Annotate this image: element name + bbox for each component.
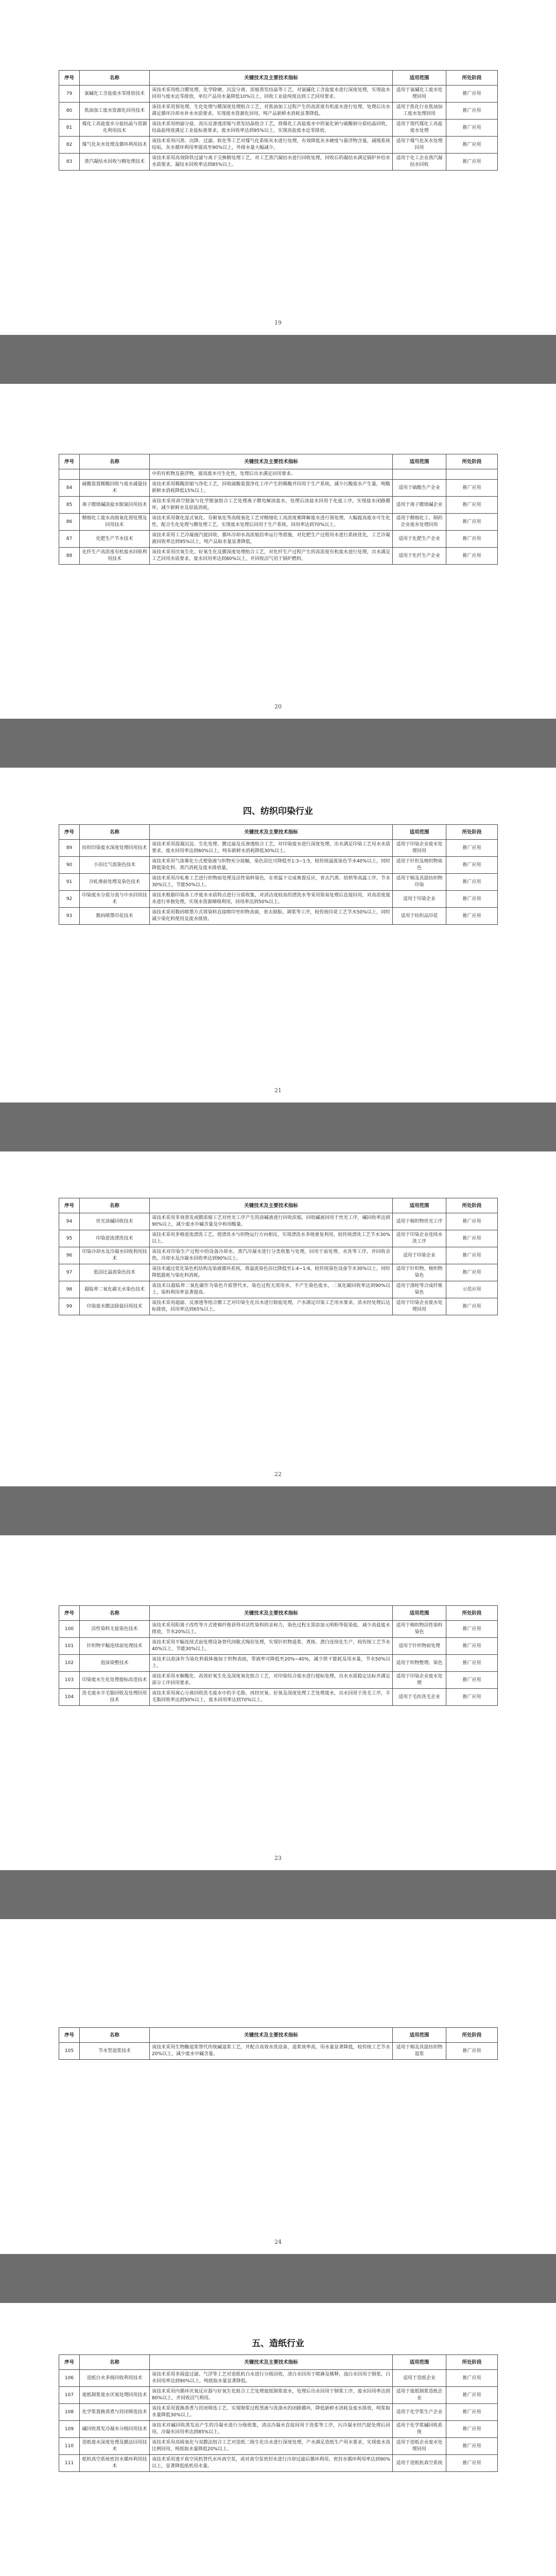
table-row: [59, 1638, 498, 1655]
cell-no: 80: [59, 103, 80, 120]
table-row: [59, 1247, 498, 1264]
column-header-scope: 适用范围: [393, 71, 446, 86]
cell-name: 碱回收蒸发冷凝水分级回用技术: [80, 2421, 150, 2438]
cell-no: 87: [59, 531, 80, 548]
cell-scope: 适用于毛纺洗毛企业: [393, 1689, 446, 1706]
page-number: 19: [274, 319, 282, 326]
cell-no: 108: [59, 2404, 80, 2421]
page-number: 23: [274, 1855, 282, 1861]
cell-scope: 适用于印染企业废水处理回用: [393, 1298, 446, 1315]
technology-table: [59, 70, 498, 171]
table-row: [59, 1264, 498, 1281]
cell-desc: 该技术采用冷轧堆工艺进行织物前处理及活性染料染色，在常温下完成堆置反应，省去汽蒸、焙烘等高温工序，节水30%以上，节能50%以上。: [150, 874, 393, 891]
table-row: [59, 874, 498, 891]
cell-scope: 适用于棉及其混纺织物印染: [393, 874, 446, 891]
cell-scope: 适用于针织物、梭织物染色: [393, 1264, 446, 1281]
cell-name: 节水型退浆技术: [80, 2043, 150, 2060]
column-header-no: 序号: [59, 454, 80, 469]
table-row: [59, 1655, 498, 1672]
cell-scope: 适用于印染企业废水处理回用: [393, 840, 446, 857]
cell-desc: 该技术采用真空脱氯与化学脱氯组合工艺处理离子膜电解淡盐水，处理后淡盐水回用于化盐工序，实现盐水闭路循环，减少新鲜水及原盐消耗。: [150, 497, 393, 514]
cell-name: 煤气化灰水处理及循环利用技术: [80, 137, 150, 154]
cell-no: 93: [59, 908, 80, 925]
cell-desc: 该技术采用多圆盘过滤、气浮等工艺对造纸机白水进行分级回收，清白水回用于喷淋及稀释，浊白水回用于制浆，白水回用率达到90%以上，吨纸取水量显著降低。: [150, 2370, 393, 2387]
cell-stage: 推广应用: [446, 857, 498, 874]
cell-scope: 适用于棉织物丝光工序: [393, 1213, 446, 1230]
page-number: 22: [274, 1471, 282, 1478]
cell-no: 83: [59, 154, 80, 171]
cell-desc: 该技术采用气流雾化方式使染液与织物充分接触，染色浴比可降低至1:3~1:5，较传统溢流染色节水40%以上，同时降低染化料、蒸汽消耗及废水排放量。: [150, 857, 393, 874]
cell-name: 活性染料无盐染色技术: [80, 1621, 150, 1638]
cell-name: 低浴比溢流染色技术: [80, 1264, 150, 1281]
column-header-desc: 关键技术及主要技术指标: [150, 71, 393, 86]
table-header-row: [59, 1198, 498, 1213]
column-header-desc: 关键技术及主要技术指标: [150, 1198, 393, 1213]
column-header-no: 序号: [59, 1606, 80, 1621]
page-number: 24: [274, 2239, 282, 2245]
column-header-stage: 所处阶段: [446, 2028, 498, 2043]
table-row: [59, 1672, 498, 1689]
cell-desc: 该技术根据印染各工序废水水质特点进行分质收集，对清洁度较高的漂洗水等采用简易处理后直接回用，对高浓度废水进行单独处理，实现水资源梯级利用，回用率达到50%以上。: [150, 891, 393, 908]
cell-stage: 推广应用: [446, 1672, 498, 1689]
cell-desc: 该技术采用催化湿式氧化、芬顿氧化等高级氧化工艺对精细化工高浓度难降解废水进行预处理，大幅提高废水可生化性，配合生化处理与膜处理工艺，实现废水处理后回用于生产系统，回用率达到70%以上。: [150, 514, 393, 531]
cell-scope: 适用于印染企业废水处理: [393, 1672, 446, 1689]
cell-scope: 适用于化工企业蒸汽凝结水回收: [393, 154, 446, 171]
cell-no: 101: [59, 1638, 80, 1655]
cell-stage: 推广应用: [446, 103, 498, 120]
cell-name: 焦油加工废水资源化回用技术: [80, 103, 150, 120]
column-header-stage: 所处阶段: [446, 71, 498, 86]
cell-name: 离子膜烧碱淡盐水脱氯回用技术: [80, 497, 150, 514]
cell-desc: 该技术通过优化染色机结构及染液循环系统，将溢流染色浴比降低至1:4~1:6，较传统染色设备节水30%以上，同时降低能耗与染化料消耗。: [150, 1264, 393, 1281]
cell-stage: 推广应用: [446, 1655, 498, 1672]
cell-stage: 推广应用: [446, 548, 498, 565]
document-page: [0, 0, 556, 335]
table-row: [59, 1213, 498, 1230]
table-row: [59, 137, 498, 154]
cell-scope: 适用于印染企业连续水洗工序: [393, 1230, 446, 1247]
cell-desc: 该技术采用高效除铁过滤与离子交换精处理工艺，对工艺蒸汽凝结水进行回收处理，回收后的凝结水满足锅炉补给水水质要求，凝结水回收率达到85%以上。: [150, 154, 393, 171]
cell-no: 102: [59, 1655, 80, 1672]
table-row: [59, 857, 498, 874]
technology-table-wrapper: [59, 2027, 497, 2060]
table-row: [59, 497, 498, 514]
cell-scope: 适用于棉织物活性染料染色: [393, 1621, 446, 1638]
cell-stage: 推广应用: [446, 874, 498, 891]
technology-table: [59, 2354, 498, 2472]
cell-name: 超临界二氧化碳无水染色技术: [80, 1281, 150, 1298]
cell-stage: 推广应用: [446, 1230, 498, 1247]
cell-stage: 推广应用: [446, 137, 498, 154]
technology-table-wrapper: [59, 1605, 497, 1706]
cell-desc: 该技术采用数码喷墨方式将染料直接喷印至织物表面，省去制版、调浆等工序，较传统印花工艺节水50%以上，同时减少染化料使用及废水排放。: [150, 908, 393, 925]
cell-desc: 中的有机物及悬浮物，提高废水可生化性，处理后出水满足回用要求。: [150, 469, 393, 480]
column-header-no: 序号: [59, 2028, 80, 2043]
table-row: [59, 840, 498, 857]
cell-desc: 该技术采用闪蒸、沉降、过滤、软化等工艺对煤气化系统灰水进行处理，有效降低灰水硬度与悬浮物含量，减缓系统结垢，灰水循环利用率提高至90%以上，外排水量大幅减少。: [150, 137, 393, 154]
cell-name: 小浴比气流染色技术: [80, 857, 150, 874]
cell-desc: 该技术采用多格逆流漂洗工艺，使漂洗水与织物运行方向相反，实现漂洗水多级重复利用，较传统漂洗工艺节水30%以上。: [150, 1230, 393, 1247]
column-header-desc: 关键技术及主要技术指标: [150, 454, 393, 469]
cell-no: 84: [59, 480, 80, 497]
cell-scope: 适用于化学浆生产企业: [393, 2404, 446, 2421]
cell-no: 86: [59, 514, 80, 531]
column-header-stage: 所处阶段: [446, 825, 498, 840]
cell-no: 111: [59, 2455, 80, 2472]
document-page: [0, 768, 556, 1103]
cell-desc: 该技术采用混凝沉淀、生化处理、膜过滤及反渗透组合工艺，对印染废水进行深度处理，出水满足印染工艺用水水质要求，废水回用率达到60%以上，吨布新鲜水消耗降低30%以上。: [150, 840, 393, 857]
document-page: [0, 2303, 556, 2576]
cell-name: 造纸废水深度处理及膜法回用技术: [80, 2438, 150, 2455]
cell-desc: 该技术采用纳滤分盐、高压反渗透浓缩与蒸发结晶组合工艺，将煤化工高盐废水中的氯化钠与硫酸钠分质结晶回收，结晶盐纯度满足工业盐标准要求，废水回收率达到95%以上，实现高盐废水近零排放。: [150, 120, 393, 137]
table-row: [59, 531, 498, 548]
table-header-row: [59, 2028, 498, 2043]
cell-desc: 该技术采用平幅连续式前处理设备替代间歇式绳状处理，实现针织物退浆、煮练、漂白连续化生产，较传统工艺节水40%以上，节能30%以上。: [150, 1638, 393, 1655]
cell-name: 精细化工废水高级氧化预处理及回用技术: [80, 514, 150, 531]
cell-no: 88: [59, 548, 80, 565]
cell-stage: [446, 469, 498, 480]
column-header-stage: 所处阶段: [446, 1198, 498, 1213]
column-header-scope: 适用范围: [393, 454, 446, 469]
table-row: [59, 1689, 498, 1706]
cell-no: 100: [59, 1621, 80, 1638]
table-row: [59, 154, 498, 171]
cell-stage: 推广应用: [446, 154, 498, 171]
cell-stage: 推广应用: [446, 1213, 498, 1230]
column-header-scope: 适用范围: [393, 825, 446, 840]
cell-stage: 推广应用: [446, 120, 498, 137]
cell-desc: 该技术采用预处理、生化处理与膜深度处理组合工艺，对焦油加工过程产生的高浓度有机废水进行处理，处理后出水满足循环冷却水补水水质要求，实现废水资源化回用，吨产品新鲜水消耗显著降低。: [150, 103, 393, 120]
cell-desc: 该技术以泡沫作为染化料载体施加于织物表面，带液率可降低至20%~40%，减少烘干能耗及用水量，节水50%以上。: [150, 1655, 393, 1672]
column-header-scope: 适用范围: [393, 2355, 446, 2370]
cell-scope: 适用于硫酸生产企业: [393, 480, 446, 497]
cell-name: 造纸白水多级回收利用技术: [80, 2370, 150, 2387]
cell-no: 81: [59, 120, 80, 137]
cell-stage: 推广应用: [446, 480, 498, 497]
cell-no: 109: [59, 2421, 80, 2438]
cell-name: 印染废水生化处理提标改造技术: [80, 1672, 150, 1689]
column-header-scope: 适用范围: [393, 1606, 446, 1621]
cell-desc: 该技术采用稀酸浓缩与净化工艺，回收硫酸装置净化工序产生的稀酸并回用于生产系统，减少污酸废水产生量，吨酸新鲜水消耗降低15%以上。: [150, 480, 393, 497]
cell-name: 印染废水分质分流与中水回用技术: [80, 891, 150, 908]
cell-desc: 该技术采用水解酸化、高效好氧生化及深度氧化组合工艺，对印染综合废水进行提标处理，出水水质稳定达标并满足部分工序回用要求。: [150, 1672, 393, 1689]
table-row: [59, 1298, 498, 1315]
cell-scope: 适用于废纸制浆造纸企业: [393, 2387, 446, 2404]
cell-name: [80, 469, 150, 480]
cell-no: 79: [59, 86, 80, 103]
table-header-row: [59, 71, 498, 86]
cell-scope: 适用于棉及其混纺织物退浆: [393, 2043, 446, 2060]
cell-name: 化肥生产节水技术: [80, 531, 150, 548]
cell-stage: 推广应用: [446, 1247, 498, 1264]
document-page: [0, 1151, 556, 1486]
technology-table: [59, 2027, 498, 2060]
page-number: 21: [274, 1087, 282, 1094]
technology-table: [59, 1198, 498, 1315]
table-header-row: [59, 1606, 498, 1621]
cell-scope: 适用于化学浆碱回收系统: [393, 2421, 446, 2438]
cell-name: 硫酸装置稀酸回收与废水减量技术: [80, 480, 150, 497]
cell-name: 氯碱化工含盐废水零排放技术: [80, 86, 150, 103]
cell-scope: 适用于针织及梭织物染色: [393, 857, 446, 874]
table-row: [59, 2421, 498, 2438]
cell-scope: 适用于纺织品印花: [393, 908, 446, 925]
cell-scope: 适用于涤纶等合成纤维染色: [393, 1281, 446, 1298]
cell-no: 95: [59, 1230, 80, 1247]
column-header-scope: 适用范围: [393, 1198, 446, 1213]
cell-no: 89: [59, 840, 80, 857]
cell-desc: 该技术对印染生产过程中的设备冷却水、蒸汽冷凝水进行分类收集与处理，回用于前处理、水洗等工序，并回收余热，冷却水及冷凝水回收率达到90%以上。: [150, 1247, 393, 1264]
cell-stage: 推广应用: [446, 514, 498, 531]
column-header-scope: 适用范围: [393, 2028, 446, 2043]
technology-table: [59, 824, 498, 925]
table-row: [59, 86, 498, 103]
cell-no: 107: [59, 2387, 80, 2404]
column-header-name: 名称: [80, 2355, 150, 2370]
column-header-desc: 关键技术及主要技术指标: [150, 825, 393, 840]
cell-scope: 适用于精细化工、制药企业废水处理回用: [393, 514, 446, 531]
column-header-name: 名称: [80, 2028, 150, 2043]
cell-scope: 适用于现代煤化工高盐废水处理: [393, 120, 446, 137]
cell-desc: 该技术采用阳离子改性等方式使棉纤维获得对活性染料的亲和力，染色过程无需添加元明粉等促染盐，减少高盐废水排放，节水20%以上。: [150, 1621, 393, 1638]
table-header-row: [59, 2355, 498, 2370]
technology-table: [59, 1605, 498, 1706]
document-page: [0, 1919, 556, 2254]
technology-table-wrapper: [59, 824, 497, 925]
cell-scope: 适用于化肥生产企业: [393, 531, 446, 548]
cell-no: 97: [59, 1264, 80, 1281]
cell-no: 105: [59, 2043, 80, 2060]
cell-name: 煤化工高盐废水分盐结晶与资源化利用技术: [80, 120, 150, 137]
cell-desc: 该技术采用内循环厌氧反应器与好氧生化组合工艺处理废纸制浆废水，处理后出水回用于制浆工序，废水回用率达到80%以上，并回收沼气利用。: [150, 2387, 393, 2404]
cell-no: 85: [59, 497, 80, 514]
cell-stage: 推广应用: [446, 2455, 498, 2472]
cell-no: 103: [59, 1672, 80, 1689]
cell-no: [59, 469, 80, 480]
table-row: [59, 2387, 498, 2404]
cell-scope: 适用于印染企业: [393, 1247, 446, 1264]
cell-name: 化学浆置换蒸煮与封闭筛选技术: [80, 2404, 150, 2421]
cell-no: 91: [59, 874, 80, 891]
cell-stage: 推广应用: [446, 1689, 498, 1706]
cell-stage: 推广应用: [446, 1298, 498, 1315]
cell-desc: 该技术采用高级氧化与双膜法组合工艺对造纸二级生化出水进行深度处理，产水满足造纸生产用水要求，实现废水高比例回用，吨纸取水量降低20%以上。: [150, 2438, 393, 2455]
cell-stage: 推广应用: [446, 1638, 498, 1655]
cell-scope: 适用于化纤生产企业: [393, 548, 446, 565]
cell-no: 94: [59, 1213, 80, 1230]
cell-scope: 适用于造纸企业: [393, 2370, 446, 2387]
cell-name: 冷轧堆前处理及染色技术: [80, 874, 150, 891]
cell-name: 针织物平幅连续前处理技术: [80, 1638, 150, 1655]
cell-desc: 该技术采用超滤、反渗透等组合膜工艺对印染生化出水进行除盐处理，产水满足印染工艺用水要求，浓水经处理后达标排放，回用率达到65%以上。: [150, 1298, 393, 1315]
cell-desc: 该技术采用置换蒸煮与封闭筛选工艺，实现制浆过程黑液与洗涤水的闭路循环，降低新鲜水消耗及废水排放，吨浆取水量降低30%以上。: [150, 2404, 393, 2421]
table-header-row: [59, 454, 498, 469]
table-header-row: [59, 825, 498, 840]
cell-no: 98: [59, 1281, 80, 1298]
cell-stage: 推广应用: [446, 1264, 498, 1281]
section-heading: 五、造纸行业: [252, 2338, 304, 2349]
column-header-stage: 所处阶段: [446, 454, 498, 469]
column-header-no: 序号: [59, 1198, 80, 1213]
technology-table: [59, 454, 498, 565]
column-header-stage: 所处阶段: [446, 2355, 498, 2370]
page-number: 20: [274, 703, 282, 710]
cell-stage: 推广应用: [446, 531, 498, 548]
document-page: [0, 384, 556, 719]
column-header-name: 名称: [80, 1198, 150, 1213]
cell-name: 印染逆流漂洗技术: [80, 1230, 150, 1247]
table-row: [59, 908, 498, 925]
table-row: [59, 469, 498, 480]
cell-stage: 示范应用: [446, 1281, 498, 1298]
cell-no: 90: [59, 857, 80, 874]
table-row: [59, 514, 498, 531]
cell-desc: 该技术采用生物酶退浆替代传统碱退浆工艺，并配合高效水洗设备，退浆效率高，用水量显著降低，较传统工艺节水20%以上，减少废水中碱含量。: [150, 2043, 393, 2060]
column-header-stage: 所处阶段: [446, 1606, 498, 1621]
cell-scope: 适用于印染企业: [393, 891, 446, 908]
cell-scope: 适用于造纸企业废水处理回用: [393, 2438, 446, 2455]
cell-name: 泡沫染整技术: [80, 1655, 150, 1672]
column-header-desc: 关键技术及主要技术指标: [150, 2028, 393, 2043]
cell-desc: 该技术采用透平真空风机替代水环真空泵，或对真空泵密封水进行冷却过滤后循环利用，密封水循环利用率达到90%以上，显著降低纸机用水量。: [150, 2455, 393, 2472]
table-row: [59, 2043, 498, 2060]
cell-scope: 适用于煤气化灰水处理回用: [393, 137, 446, 154]
cell-no: 92: [59, 891, 80, 908]
cell-stage: 推广应用: [446, 2438, 498, 2455]
cell-scope: 适用于氯碱化工废水处理回用: [393, 86, 446, 103]
table-row: [59, 1230, 498, 1247]
cell-desc: 该技术对碱回收蒸发站产生的冷凝水进行分级收集，清洁冷凝水直接回用于洗浆等工序，污冷凝水经汽提处理后回用，冷凝水回用率达到85%以上。: [150, 2421, 393, 2438]
cell-stage: 推广应用: [446, 908, 498, 925]
cell-no: 96: [59, 1247, 80, 1264]
column-header-desc: 关键技术及主要技术指标: [150, 1606, 393, 1621]
cell-name: 化纤生产高浓度有机废水回收利用技术: [80, 548, 150, 565]
cell-stage: 推广应用: [446, 86, 498, 103]
cell-stage: 推广应用: [446, 840, 498, 857]
cell-stage: 推广应用: [446, 2043, 498, 2060]
table-row: [59, 891, 498, 908]
table-row: [59, 1281, 498, 1298]
cell-desc: 该技术采用组合膜处理、化学除硬、沉淀分离、浓缩蒸发结晶等工艺，对氯碱化工含盐废水进行深度处理，实现盐水回用与废水近零排放，单位产品用水量降低10%以上，回收工业盐纯度达到工艺回用要求。: [150, 86, 393, 103]
section-heading: 四、纺织印染行业: [243, 806, 313, 817]
cell-scope: 适用于织物整理、染色: [393, 1655, 446, 1672]
table-row: [59, 2370, 498, 2387]
cell-stage: 推广应用: [446, 2404, 498, 2421]
table-row: [59, 480, 498, 497]
cell-name: 纺织印染废水深度处理回用技术: [80, 840, 150, 857]
technology-table-wrapper: [59, 454, 497, 565]
cell-no: 104: [59, 1689, 80, 1706]
technology-table-wrapper: [59, 70, 497, 171]
cell-name: 印染冷却水及冷凝水回收利用技术: [80, 1247, 150, 1264]
document-page: [0, 1535, 556, 1870]
cell-stage: 推广应用: [446, 2370, 498, 2387]
column-header-desc: 关键技术及主要技术指标: [150, 2355, 393, 2370]
column-header-name: 名称: [80, 71, 150, 86]
table-row: [59, 120, 498, 137]
cell-name: 蒸汽凝结水回收与精处理技术: [80, 154, 150, 171]
cell-scope: [393, 469, 446, 480]
cell-name: 废纸制浆废水厌氧处理回用技术: [80, 2387, 150, 2404]
cell-stage: 推广应用: [446, 891, 498, 908]
cell-scope: 适用于造纸机真空系统: [393, 2455, 446, 2472]
cell-desc: 该技术采用厌氧生化、好氧生化及膜深度处理组合工艺，对化纤生产过程产生的高浓度有机废水进行处理，出水满足工艺回用水质要求，废水回用率达到80%以上，并回收沼气用于锅炉燃料。: [150, 548, 393, 565]
cell-stage: 推广应用: [446, 1621, 498, 1638]
cell-stage: 推广应用: [446, 2387, 498, 2404]
table-row: [59, 548, 498, 565]
cell-name: 印染废水膜法除盐回用技术: [80, 1298, 150, 1315]
column-header-no: 序号: [59, 825, 80, 840]
table-row: [59, 2438, 498, 2455]
cell-stage: 推广应用: [446, 2421, 498, 2438]
cell-no: 106: [59, 2370, 80, 2387]
column-header-name: 名称: [80, 825, 150, 840]
technology-table-wrapper: [59, 2354, 497, 2472]
table-row: [59, 103, 498, 120]
cell-desc: 该技术以超临界二氧化碳作为染色介质替代水，染色过程无需用水，不产生染色废水，二氧化碳回收率达到90%以上，染料利用率显著提高。: [150, 1281, 393, 1298]
table-row: [59, 2455, 498, 2472]
cell-no: 99: [59, 1298, 80, 1315]
column-header-no: 序号: [59, 2355, 80, 2370]
cell-name: 数码喷墨印花技术: [80, 908, 150, 925]
cell-stage: 推广应用: [446, 497, 498, 514]
cell-desc: 该技术采用离心分离回收洗毛废水中的羊毛脂，再经厌氧、好氧及深度处理工艺处理废水，出水回用于洗毛工序，羊毛脂回收率达到50%以上，废水回用率达到70%以上。: [150, 1689, 393, 1706]
table-row: [59, 1621, 498, 1638]
cell-no: 82: [59, 137, 80, 154]
column-header-name: 名称: [80, 1606, 150, 1621]
table-row: [59, 2404, 498, 2421]
cell-desc: 该技术采用工艺冷凝液汽提回收、循环冷却水高浓缩倍率运行等措施，对化肥生产过程用水进行系统优化，工艺冷凝液回收率达到95%以上，吨产品取水量显著降低。: [150, 531, 393, 548]
column-header-name: 名称: [80, 454, 150, 469]
cell-scope: 适用于焦化行业焦油加工废水处理回用: [393, 103, 446, 120]
cell-name: 丝光淡碱回收技术: [80, 1213, 150, 1230]
technology-table-wrapper: [59, 1198, 497, 1315]
cell-scope: 适用于离子膜烧碱企业: [393, 497, 446, 514]
cell-scope: 适用于针织物前处理: [393, 1638, 446, 1655]
cell-name: 纸机真空系统密封水循环利用技术: [80, 2455, 150, 2472]
cell-no: 110: [59, 2438, 80, 2455]
column-header-no: 序号: [59, 71, 80, 86]
cell-name: 洗毛废水羊毛脂回收及处理回用技术: [80, 1689, 150, 1706]
cell-desc: 该技术采用多效蒸发或膜浓缩工艺对丝光工序产生的淡碱液进行回收浓缩，回收碱液回用于丝光工序，碱回收率达到90%以上，减少废水中碱含量及中和用酸量。: [150, 1213, 393, 1230]
